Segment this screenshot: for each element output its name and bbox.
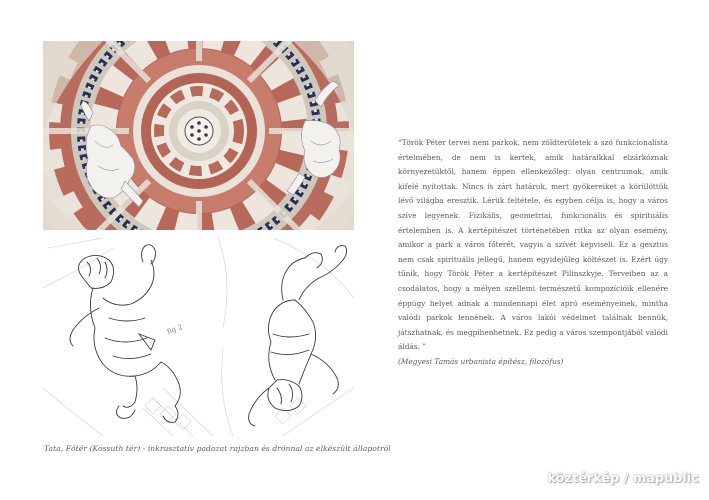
- quote-author: (Megyesi Tamás urbanista építész, filozófus): [398, 356, 564, 366]
- quote-text: “Török Péter tervei nem parkok, nem zöldterületek a szó funkcionalista értelmében, de nem is kertek, amik határaikkal elzárkóznak környezetüktől, hanem éppen ellenkezőleg: olyan centrumok, amik kifelé nyitottak. Nincs is zárt határuk, mert gyökereiket a körülöttük lévő világba eresztik. Lérük feltétele, és egyben célja is, hogy a város szíve legyenek. Fizikális, geometriai, funkcionális és spirituális értelemben is. A kertépítészet történetében ritka az olyan esemény, amikor a park a város főterét, vagyis a szívét képviseli. Ez a gesztus nem csak spirituális jellegű, hanem egyidejűleg költészet is. Ezért úgy tűnik, hogy Török Péter a kertépítészet Pilinszkyje. Terveiben az a csodálatos, hogy a mélyen szellemi természetű kompozícióik ellenére éppúgy helyet adnak a mindennapi élet apró eseményeinek, mintha valódi parkok lennének. A város lakói védelmet találnak bennük, játszhatnak, és megpihenhetnek. Ez pedig a város szempontjából valódi áldás. ”: [398, 138, 668, 352]
- quote-block: [398, 136, 668, 370]
- figure-caption: Tata, Főtér (Kossuth tér) - inkrusztatív padozat rajzban és drónnal az elkészült állapotról: [44, 444, 391, 453]
- pavement-sketch-drawing: [43, 238, 354, 436]
- site-watermark: köztérkép / mapublic: [547, 470, 699, 485]
- drone-photo-pavement: [43, 41, 354, 230]
- svg-text:fig 2: fig 2: [165, 322, 184, 336]
